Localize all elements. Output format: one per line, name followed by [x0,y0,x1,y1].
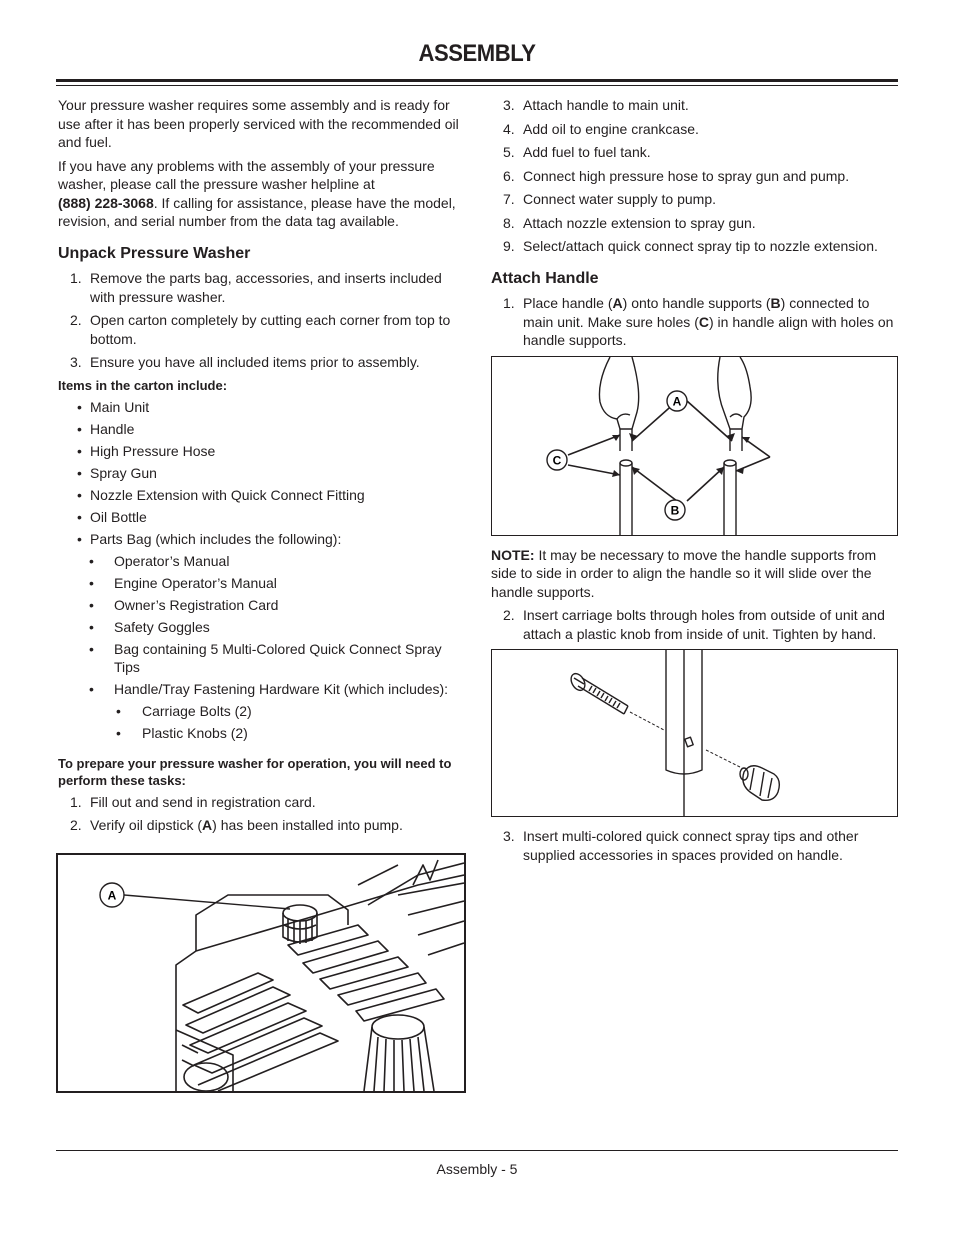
attach-handle-figure [491,356,898,536]
helpline-phone: (888) 228-3068 [58,194,154,211]
list-item: • Engine Operator’s Manual [58,574,466,593]
title-rule-thin [56,85,898,86]
parts-bag-list [58,552,466,699]
unpack-step [58,353,466,372]
prepare-step [491,96,899,115]
prepare-step [58,793,466,812]
intro-paragraph-1: Your pressure washer requires some assembly and is ready for use after it has been properly serviced with the recommended oil and fuel. [58,97,459,150]
left-column [58,96,466,840]
unpack-steps [58,269,466,372]
unpack-step [58,311,466,348]
step-text: Fill out and send in registration card. [90,793,316,810]
step-text: ) has been installed into pump. [212,817,403,833]
page-footer: Assembly - 5 [436,1161,518,1177]
step-number: 5. [503,144,515,160]
step-text: Add oil to engine crankcase. [523,120,699,137]
callout-letter: B [770,295,781,311]
attach-handle-steps [491,294,899,350]
intro-p2-start: If you have any problems with the assembly of your pressure washer, please call the pressure washer helpline at [58,157,435,192]
step-text: Remove the parts bag, accessories, and inserts included with pressure washer. [90,270,442,305]
step-text: Insert carriage bolts through holes from outside of unit and attach a plastic knob from inside of unit. Tighten by hand. [523,607,885,642]
bolt-illustration [492,650,897,816]
list-item: • Plastic Knobs (2) [58,724,466,743]
note-text: It may be necessary to move the handle supports from side to side in order to align the handle so it will slide over the handle supports. [491,546,877,600]
list-item: • Safety Goggles [58,618,466,637]
attach-handle-steps-3 [491,827,899,864]
items-label: Items in the carton include: [58,377,228,393]
oil-dipstick-figure [56,853,466,1093]
prepare-step [491,190,899,209]
step-number: 6. [503,167,515,184]
step-number: 2. [503,607,515,623]
callout-c: C [552,453,562,467]
step-text: Insert multi-colored quick connect spray tips and other supplied accessories in spaces provided on handle. [523,828,859,863]
list-item: • Carriage Bolts (2) [58,702,466,721]
prepare-label: To prepare your pressure washer for operation, you will need to perform these tasks: [58,755,452,788]
step-number: 9. [503,238,515,254]
title-rule-thick [56,79,898,82]
callout-letter: C [698,313,709,330]
list-item: • Spray Gun [58,464,466,483]
list-item: • Parts Bag (which includes the following): [58,530,466,549]
intro-p2-end: . If calling for assistance, please have the model, revision, and serial number from the data tag available. [58,194,456,229]
step-text: Place handle ( [523,295,613,311]
list-item: • Handle/Tray Fastening Hardware Kit (which includes): [58,680,466,699]
attach-step [491,294,899,350]
step-text: Attach handle to main unit. [523,97,689,113]
list-item: • Operator’s Manual [58,552,466,571]
step-text: Open carton completely by cutting each corner from top to bottom. [90,312,451,347]
step-number: 1. [70,270,82,286]
step-number: 3. [503,97,515,113]
step-text: ) connected to main unit. Make sure holes ( [523,295,870,330]
prepare-steps [58,793,466,835]
step-text: Ensure you have all included items prior to assembly. [90,354,420,370]
handle-illustration [492,357,897,535]
footer-rule [56,1150,898,1151]
unpack-step [58,269,466,306]
hardware-kit-list [58,702,466,743]
step-number: 8. [503,214,515,231]
list-item: • Bag containing 5 Multi-Colored Quick Connect Spray Tips [58,640,466,677]
unpack-heading: Unpack Pressure Washer [58,244,251,262]
callout-a: A [672,394,682,408]
prepare-step [58,816,466,835]
list-item: • Oil Bottle [58,508,466,527]
prepare-step [491,237,899,256]
prepare-step [491,214,899,233]
note-paragraph [491,546,899,602]
carriage-bolt-figure [491,649,898,817]
step-text: Connect water supply to pump. [523,191,716,207]
list-item: • Main Unit [58,398,466,417]
step-number: 4. [503,120,515,137]
list-item: • Handle [58,420,466,439]
attach-step [491,606,899,643]
callout-letter: A [612,295,623,311]
step-number: 1. [70,793,82,810]
step-text: ) onto handle supports ( [622,295,771,311]
step-text: Connect high pressure hose to spray gun and pump. [523,167,850,184]
step-number: 3. [70,354,82,370]
prepare-steps-continued [491,96,899,256]
prepare-step [491,143,899,162]
step-text: Add fuel to fuel tank. [523,144,651,160]
callout-a: A [107,888,117,903]
step-number: 1. [503,295,515,311]
list-item: • Owner’s Registration Card [58,596,466,615]
list-item: • Nozzle Extension with Quick Connect Fitting [58,486,466,505]
pump-illustration [58,855,464,1091]
step-text: Select/attach quick connect spray tip to nozzle extension. [523,238,878,254]
step-text: Attach nozzle extension to spray gun. [523,214,756,231]
list-item: • High Pressure Hose [58,442,466,461]
callout-b: B [670,503,680,517]
note-label: NOTE: [491,546,535,563]
attach-handle-steps-2 [491,606,899,643]
step-number: 2. [70,312,82,328]
right-column [491,96,899,869]
page-title: ASSEMBLY [418,40,536,67]
prepare-step [491,167,899,186]
attach-handle-heading: Attach Handle [491,269,599,287]
step-text: ) in handle align with holes on handle supports. [523,313,894,348]
attach-step [491,827,899,864]
step-text: Verify oil dipstick ( [90,817,203,833]
prepare-step [491,120,899,139]
step-number: 3. [503,828,515,844]
step-number: 2. [70,817,82,833]
intro-paragraph-2 [58,157,466,231]
callout-letter: A [202,817,213,833]
carton-items-list [58,398,466,549]
step-number: 7. [503,191,515,207]
